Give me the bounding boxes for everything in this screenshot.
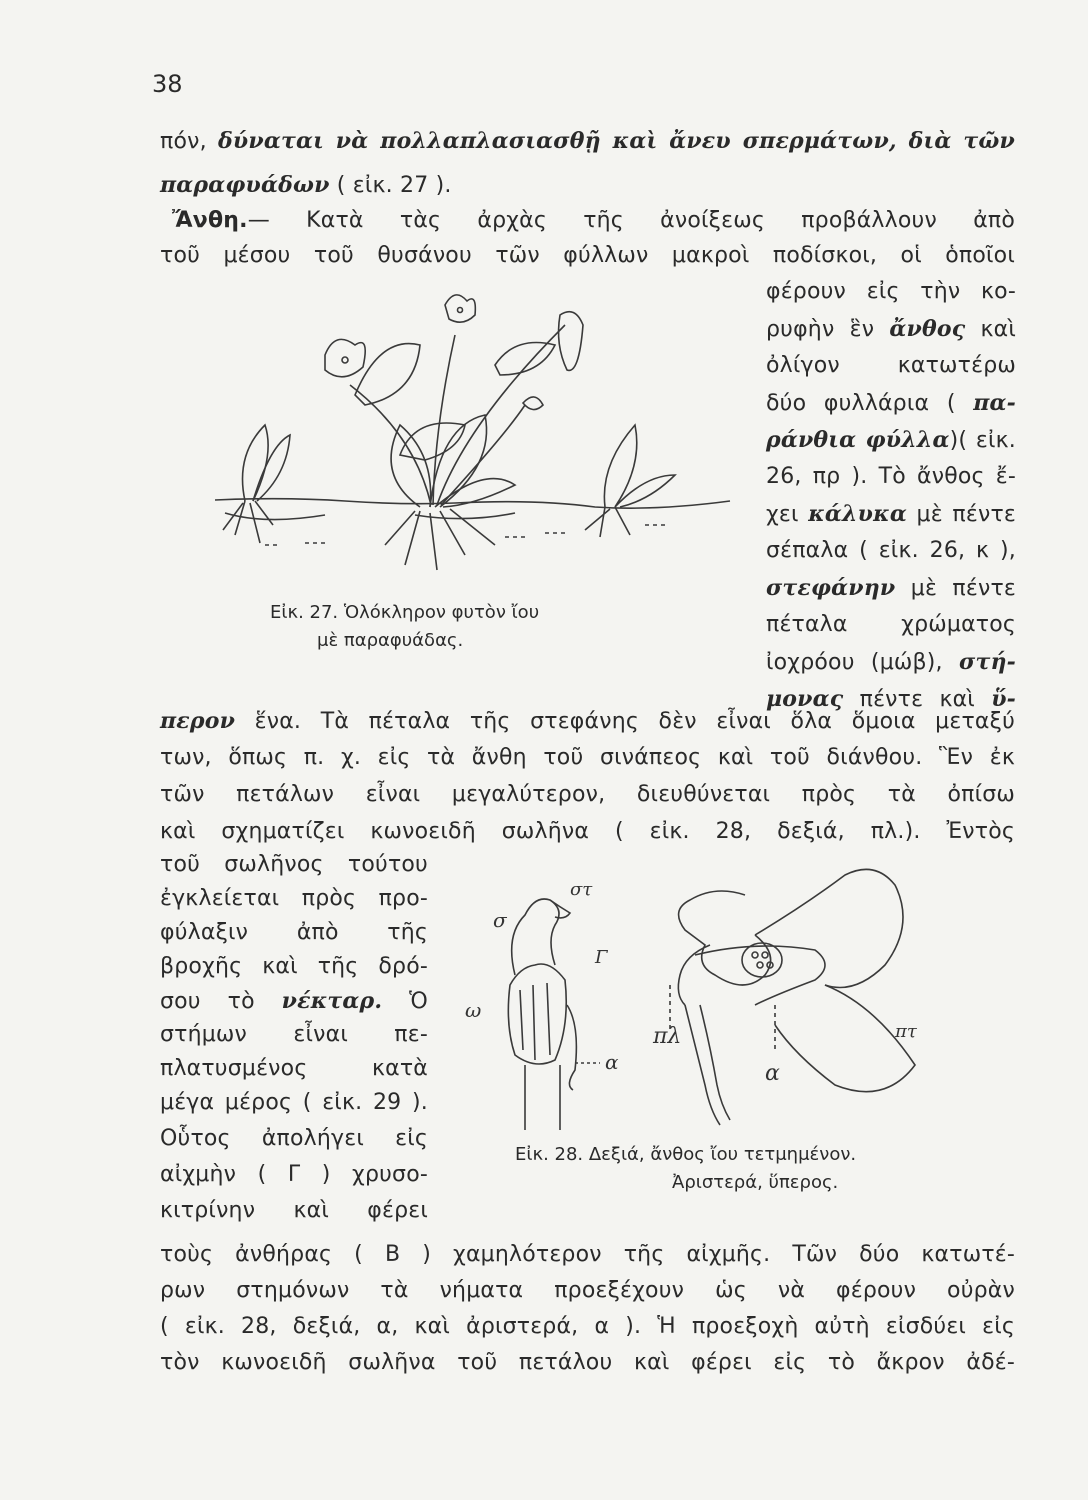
text-line: 26, πρ ). Τὸ ἄνθος ἔ- — [766, 464, 1016, 489]
text-line: ( εἰκ. 28, δεξιά, α, καὶ ἀριστερά, α ). Ἡ προεξοχὴ αὐτὴ εἰσδύει εἰς — [160, 1314, 1015, 1339]
text-line: τοὺς ἀνθήρας ( Β ) χαμηλότερον τῆς αἰχμῆς. Τῶν δύο κατωτέ- — [160, 1242, 1015, 1267]
text-line: τὸν κωνοειδῆ σωλῆνα τοῦ πετάλου καὶ φέρει εἰς τὸ ἄκρον ἀδέ- — [160, 1350, 1015, 1375]
text-line: των, ὅπως π. χ. εἰς τὰ ἄνθη τοῦ σινάπεος καὶ τοῦ διάνθου. Ἓν ἐκ — [160, 745, 1015, 770]
text-line: πέταλα χρώματος — [766, 612, 1016, 637]
figure-27-caption: μὲ παραφυάδας. — [317, 630, 464, 651]
label-o: σ — [493, 908, 507, 932]
text-line: κιτρίνην καὶ φέρει — [160, 1198, 428, 1223]
text-line: βροχῆς καὶ τῆς δρό- — [160, 954, 428, 979]
text-line: μονας πέντε καὶ ὕ- — [766, 686, 1016, 712]
page-number: 38 — [152, 70, 183, 98]
text-line: σου τὸ νέκταρ. Ὁ — [160, 988, 428, 1014]
text-line: ρυφὴν ἓν ἄνθος καὶ — [766, 316, 1016, 342]
label-pt: πτ — [895, 1021, 917, 1042]
text-line: καὶ σχηματίζει κωνοειδῆ σωλῆνα ( εἰκ. 28, δεξιά, πλ.). Ἐντὸς — [160, 819, 1015, 844]
text-line: φύλαξιν ἀπὸ τῆς — [160, 920, 428, 945]
text-line: τῶν πετάλων εἶναι μεγαλύτερον, διευθύνεται πρὸς τὰ ὀπίσω — [160, 782, 1015, 807]
label-a-left: α — [605, 1050, 619, 1074]
text-line: Οὗτος ἀπολήγει εἰς — [160, 1126, 428, 1151]
figure-28-caption: Ἀριστερά, ὕπερος. — [672, 1172, 839, 1193]
text-line: παραφυάδων ( εἰκ. 27 ). — [160, 172, 452, 198]
text-line: περον ἕνα. Τὰ πέταλα τῆς στεφάνης δὲν εἶναι ὅλα ὅμοια μεταξύ — [160, 708, 1015, 734]
figure-28-caption: Εἰκ. 28. Δεξιά, ἄνθος ἴου τετμημένον. — [515, 1144, 857, 1165]
text-line: ρων στημόνων τὰ νήματα προεξέχουν ὡς νὰ φέρουν οὐρὰν — [160, 1278, 1015, 1303]
text-line: αἰχμὴν ( Γ ) χρυσο- — [160, 1162, 428, 1187]
figure-28-violet-flower-sections — [455, 855, 925, 1135]
label-omega: ω — [465, 998, 482, 1022]
text-line: δύο φυλλάρια ( πα- — [766, 390, 1016, 416]
text-line: ἐγκλείεται πρὸς προ- — [160, 886, 428, 911]
text-line: ὀλίγον κατωτέρω — [766, 353, 1016, 378]
figure-27-caption: Εἰκ. 27. Ὁλόκληρον φυτὸν ἴου — [270, 602, 540, 623]
text-line: φέρουν εἰς τὴν κο- — [766, 279, 1016, 304]
text-line: στεφάνην μὲ πέντε — [766, 575, 1016, 601]
label-a-right: α — [765, 1061, 780, 1086]
figure-27-violet-plant — [205, 275, 745, 580]
text-line: μέγα μέρος ( εἰκ. 29 ). — [160, 1090, 428, 1115]
text-line: σέπαλα ( εἰκ. 26, κ ), — [766, 538, 1016, 563]
text-line: ἰοχρόου (μώβ), στή- — [766, 649, 1016, 675]
text-line: τοῦ σωλῆνος τούτου — [160, 852, 428, 877]
text-line: Ἄνθη.— Κατὰ τὰς ἀρχὰς τῆς ἀνοίξεως προβάλλουν ἀπὸ — [172, 208, 1015, 233]
text-line: πόν, δύναται νὰ πολλαπλασιασθῇ καὶ ἄνευ σπερμάτων, διὰ τῶν — [160, 128, 1015, 154]
label-st: στ — [570, 879, 593, 900]
text-line: χει κάλυκα μὲ πέντε — [766, 501, 1016, 527]
text-line: ράνθια φύλλα)( εἰκ. — [766, 427, 1016, 453]
text-line: τοῦ μέσου τοῦ θυσάνου τῶν φύλλων μακροὶ ποδίσκοι, οἱ ὁποῖοι — [160, 243, 1015, 268]
label-pl: πλ — [653, 1024, 682, 1049]
text-line: στήμων εἶναι πε- — [160, 1022, 428, 1047]
label-g: Γ — [595, 947, 608, 968]
text-line: πλατυσμένος κατὰ — [160, 1056, 428, 1081]
